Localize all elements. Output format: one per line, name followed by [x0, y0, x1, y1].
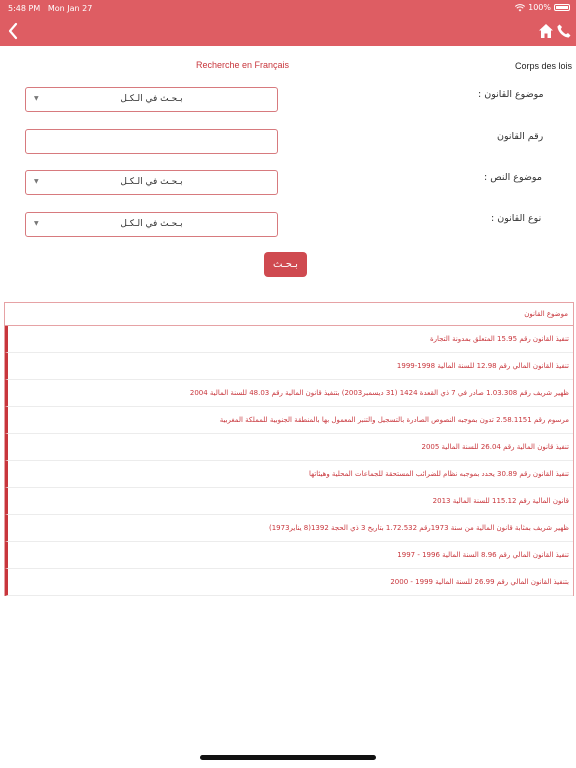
- chevron-down-icon: ▼: [34, 95, 39, 102]
- result-row[interactable]: تنفيذ القانون رقم 15.95 المتعلق بمدونة التجارة: [5, 326, 573, 353]
- chevron-down-icon: ▼: [34, 178, 39, 185]
- result-row[interactable]: تنفيذ قانون المالية رقم 26.04 للسنة المالية 2005: [5, 434, 573, 461]
- wifi-icon: [515, 4, 525, 12]
- result-row[interactable]: تنفيذ القانون المالي رقم 12.98 للسنة المالية 1998-1999: [5, 353, 573, 380]
- law-number-label: رقم القانون: [497, 131, 544, 142]
- result-row[interactable]: قانون المالية رقم 115.12 للسنة المالية 2013: [5, 488, 573, 515]
- phone-icon: [556, 23, 572, 39]
- result-row[interactable]: تنفيذ القانون المالي رقم 8.96 السنة المالية 1996 - 1997: [5, 542, 573, 569]
- home-indicator[interactable]: [200, 755, 376, 760]
- law-subject-value: بـحـث في الـكـل: [120, 94, 183, 104]
- result-row[interactable]: ظهير شريف بمثابة قانون المالية من سنة 1973رقم 1.72.532 بتاريخ 3 ذي الحجة 1392(8 يناير1973): [5, 515, 573, 542]
- battery-icon: [554, 4, 570, 11]
- status-bar: [0, 0, 576, 16]
- law-type-select[interactable]: [25, 212, 278, 237]
- law-subject-select[interactable]: [25, 87, 278, 112]
- law-number-input[interactable]: [25, 129, 278, 154]
- search-button[interactable]: بـحـث: [264, 252, 307, 277]
- results-table: [4, 302, 574, 596]
- law-subject-label: موضوع القانون :: [478, 89, 544, 100]
- text-subject-value: بـحـث في الـكـل: [120, 177, 183, 187]
- corps-des-lois-link[interactable]: Corps des lois: [514, 61, 572, 71]
- status-right: [515, 3, 570, 12]
- chevron-down-icon: ▼: [34, 220, 39, 227]
- phone-button[interactable]: [556, 23, 572, 39]
- results-header: موضوع القانون: [5, 303, 573, 326]
- status-time: 5:48 PM Mon Jan 27: [8, 4, 93, 13]
- home-button[interactable]: [538, 23, 554, 39]
- home-icon: [538, 23, 554, 39]
- result-row[interactable]: مرسوم رقم 2.58.1151 تدون بموجبه النصوص الصادرة بالتسجيل والتنبر المعمول بها بالمنطقة الجنوبية للمملكة المغربية: [5, 407, 573, 434]
- result-row[interactable]: ظهير شريف رقم 1.03.308 صادر في 7 ذي القعدة 1424 (31 ديسمبر2003) بتنفيذ قانون المالية رقم 48.03 للسنة المالية 2004: [5, 380, 573, 407]
- chevron-left-icon: [4, 20, 24, 42]
- law-type-value: بـحـث في الـكـل: [120, 219, 183, 229]
- law-type-label: نوع القانون :: [491, 213, 542, 224]
- text-subject-label: موضوع النص :: [484, 172, 542, 183]
- result-row[interactable]: بتنفيذ القانون المالي رقم 26.99 للسنة المالية 1999 - 2000: [5, 569, 573, 596]
- status-date: Mon Jan 27: [47, 4, 93, 13]
- nav-bar: [0, 16, 576, 46]
- back-button[interactable]: [4, 20, 24, 42]
- battery-percent: 100%: [528, 3, 551, 12]
- text-subject-select[interactable]: [25, 170, 278, 195]
- result-row[interactable]: تنفيذ القانون رقم 30.89 يحدد بموجبه نظام للضرائب المستحقة للجماعات المحلية وهيئاتها: [5, 461, 573, 488]
- french-search-link[interactable]: Recherche en Français: [196, 60, 290, 70]
